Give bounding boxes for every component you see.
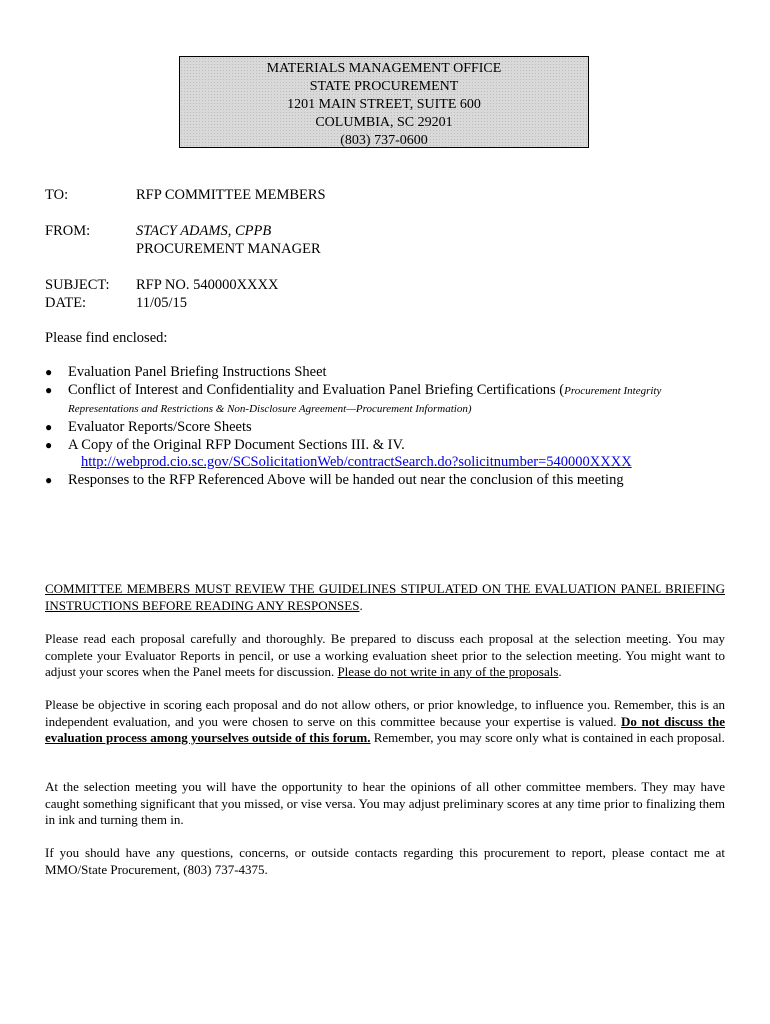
list-item — [45, 382, 725, 418]
memo-subject-value: RFP NO. 540000XXXX — [136, 277, 279, 293]
paragraph-bold-underlined: Do not discuss the evaluation process among yourselves outside of this forum. — [45, 713, 725, 745]
memo-to-label: TO: — [45, 187, 69, 203]
memo-date-value: 11/05/15 — [136, 295, 188, 311]
memo-from-label: FROM: — [45, 223, 91, 239]
letterhead-box — [179, 56, 589, 148]
list-item-text: Responses to the RFP Referenced Above will be handed out near the conclusion of this meeting — [68, 472, 624, 488]
memo-to-value: RFP COMMITTEE MEMBERS — [136, 187, 326, 203]
list-item — [45, 419, 725, 436]
list-item-text: Evaluator Reports/Score Sheets — [68, 419, 252, 435]
paragraph-selection-meeting: At the selection meeting you will have the opportunity to hear the opinions of all other committee members. They may have caught something significant that you missed, or vise versa. You may adjust preliminary scores at any time prior to finalizing them in ink and turning them in. — [45, 779, 725, 827]
list-item-text: Evaluation Panel Briefing Instructions Sheet — [68, 364, 327, 380]
notice-paragraph — [45, 581, 725, 614]
paragraph-text: Please be objective in scoring each proposal and do not allow others, or prior knowledge, to influence you. Remember, this is an independent evaluation, and you were chosen to serve on this committee because your expertise is valued. — [45, 697, 725, 729]
letterhead-department: STATE PROCUREMENT — [309, 79, 459, 94]
paragraph-end: Remember, you may score only what is contained in each proposal. — [370, 730, 725, 745]
enclosure-list — [45, 364, 725, 490]
bullet-icon: ● — [45, 438, 53, 452]
bullet-icon: ● — [45, 473, 53, 487]
list-item — [45, 364, 725, 381]
paragraph-contact: If you should have any questions, concerns, or outside contacts regarding this procurement to report, please contact me at MMO/State Procurement, (803) 737-4375. — [45, 845, 725, 877]
notice-end: . — [359, 597, 363, 613]
list-item-text: Conflict of Interest and Confidentiality and Evaluation Panel Briefing Certifications ( — [68, 382, 565, 398]
list-item-text: A Copy of the Original RFP Document Sections III. & IV. — [68, 437, 405, 453]
list-item-italic-b: Representations and Restrictions & Non-Disclosure Agreement—Procurement Information) — [68, 403, 472, 415]
memo-from-name: STACY ADAMS, CPPB — [136, 223, 272, 239]
bullet-icon: ● — [45, 383, 53, 397]
notice-underlined: COMMITTEE MEMBERS MUST REVIEW THE GUIDELINES STIPULATED ON THE EVALUATION PANEL BRIEFING INSTRUCTIONS BEFORE READING ANY RESPONSES — [45, 581, 725, 613]
list-item — [45, 472, 725, 489]
memo-from-title: PROCUREMENT MANAGER — [136, 241, 321, 257]
paragraph-text: Please read each proposal carefully and thoroughly. Be prepared to discuss each proposal at the selection meeting. You may complete your Evaluator Reports in pencil, or use a working evaluation sheet prior to the selection meeting. You might want to adjust your scores when the Panel meets for discussion. — [45, 631, 725, 679]
letterhead-city: COLUMBIA, SC 29201 — [315, 115, 453, 130]
letterhead-phone: (803) 737-0600 — [340, 133, 428, 148]
rfp-document-link[interactable]: http://webprod.cio.sc.gov/SCSolicitationWeb/contractSearch.do?solicitnumber=540000XXXX — [81, 454, 632, 470]
memo-date-label: DATE: — [45, 295, 87, 311]
paragraph-objective-scoring — [45, 697, 725, 747]
letterhead-office: MATERIALS MANAGEMENT OFFICE — [266, 61, 502, 76]
paragraph-end: . — [558, 664, 562, 679]
paragraph-underlined: Please do not write in any of the proposals — [337, 664, 559, 679]
paragraph-read-proposals — [45, 631, 725, 681]
bullet-icon: ● — [45, 420, 53, 434]
intro-text: Please find enclosed: — [45, 330, 168, 346]
memo-subject-label: SUBJECT: — [45, 277, 110, 293]
list-item-italic-a: Procurement Integrity — [564, 385, 662, 397]
list-item — [45, 437, 725, 471]
letterhead-street: 1201 MAIN STREET, SUITE 600 — [287, 97, 481, 112]
bullet-icon: ● — [45, 365, 53, 379]
